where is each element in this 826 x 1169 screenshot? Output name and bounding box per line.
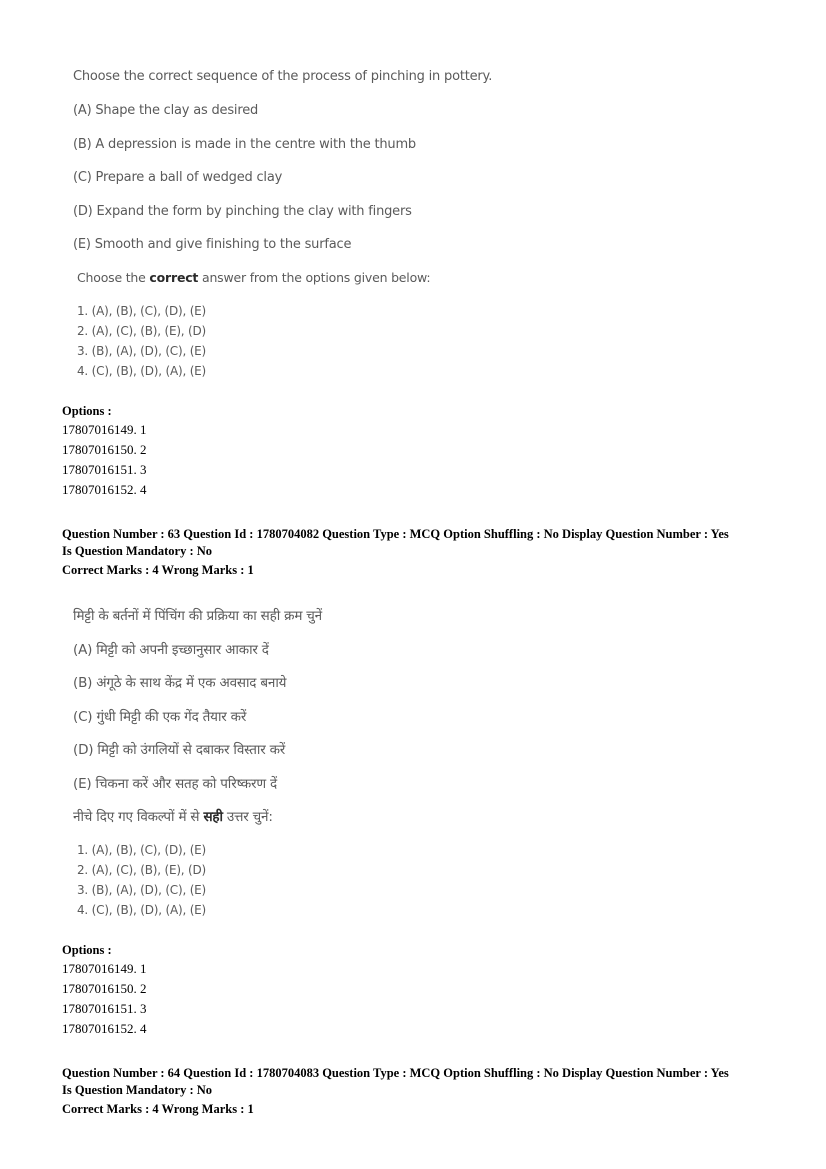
question-mandatory-line: Is Question Mandatory : No: [62, 1083, 213, 1097]
answer-instruction: नीचे दिए गए विकल्पों में से सही उत्तर चुनें:: [73, 809, 273, 825]
option-item: 17807016150. 2: [62, 981, 147, 996]
question-meta: [62, 1065, 729, 1118]
option-item: 17807016152. 4: [62, 482, 147, 497]
step-d: (D) Expand the form by pinching the clay with fingers: [73, 204, 412, 219]
answer-choice-1: 1. (A), (B), (C), (D), (E): [77, 843, 207, 857]
answer-choice-3: 3. (B), (A), (D), (C), (E): [77, 344, 207, 358]
step-b: (B) अंगूठे के साथ केंद्र में एक अवसाद बनाये: [73, 675, 287, 691]
option-item: 17807016150. 2: [62, 442, 147, 457]
answer-choice-4: 4. (C), (B), (D), (A), (E): [77, 364, 207, 378]
options-block: [62, 942, 147, 1039]
options-label: Options :: [62, 943, 112, 957]
step-b: (B) A depression is made in the centre with the thumb: [73, 137, 416, 152]
option-item: 17807016149. 1: [62, 961, 147, 976]
answer-choice-2: 2. (A), (C), (B), (E), (D): [77, 863, 207, 877]
answer-choice-3: 3. (B), (A), (D), (C), (E): [77, 883, 207, 897]
question-mandatory-line: Is Question Mandatory : No: [62, 544, 213, 558]
question-marks-line: Correct Marks : 4 Wrong Marks : 1: [62, 563, 254, 577]
step-a: (A) Shape the clay as desired: [73, 103, 259, 118]
question-meta-line: Question Number : 64 Question Id : 1780704083 Question Type : MCQ Option Shuffling : No Display Question Number : Yes: [62, 1066, 729, 1080]
step-e: (E) चिकना करें और सतह को परिष्करण दें: [73, 776, 278, 792]
step-d: (D) मिट्टी को उंगलियों से दबाकर विस्तार करें: [73, 742, 286, 758]
step-a: (A) मिट्टी को अपनी इच्छानुसार आकार दें: [73, 642, 269, 658]
option-item: 17807016151. 3: [62, 1001, 147, 1016]
option-item: 17807016149. 1: [62, 422, 147, 437]
question-meta-line: Question Number : 63 Question Id : 1780704082 Question Type : MCQ Option Shuffling : No Display Question Number : Yes: [62, 527, 729, 541]
answer-choice-1: 1. (A), (B), (C), (D), (E): [77, 304, 207, 318]
answer-instruction: Choose the correct answer from the options given below:: [77, 270, 431, 285]
hindi-question-image: [62, 0, 782, 930]
option-item: 17807016152. 4: [62, 1021, 147, 1036]
step-c: (C) गुंधी मिट्टी की एक गेंद तैयार करें: [73, 709, 247, 725]
answer-choice-4: 4. (C), (B), (D), (A), (E): [77, 903, 207, 917]
question-stem: Choose the correct sequence of the process of pinching in pottery.: [73, 69, 493, 84]
option-item: 17807016151. 3: [62, 462, 147, 477]
step-e: (E) Smooth and give finishing to the surface: [73, 237, 352, 252]
question-stem: मिट्टी के बर्तनों में पिंचिंग की प्रक्रिया का सही क्रम चुनें: [73, 608, 322, 624]
options-label: Options :: [62, 404, 112, 418]
question-marks-line: Correct Marks : 4 Wrong Marks : 1: [62, 1102, 254, 1116]
answer-choice-2: 2. (A), (C), (B), (E), (D): [77, 324, 207, 338]
step-c: (C) Prepare a ball of wedged clay: [73, 170, 283, 185]
